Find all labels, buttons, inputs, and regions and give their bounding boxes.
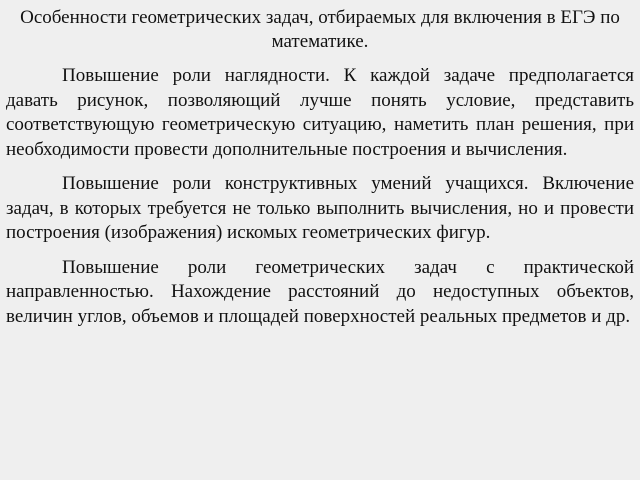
paragraph-constructive-skills: Повышение роли конструктивных умений учащихся. Включение задач, в которых требуется не только выполнить вычисления, но и провести построения (изображения) искомых геометрических фигур.: [6, 173, 634, 243]
paragraph-practical-orientation: Повышение роли геометрических задач с практической направленностью. Нахождение расстояний до недоступных объектов, величин углов, объемов и площадей поверхностей реальных предметов и др.: [6, 256, 634, 327]
paragraph-visual-clarity: Повышение роли наглядности. К каждой задаче предполагается давать рисунок, позволяющий лучше понять условие, представить соответствующую геометрическую ситуацию, наметить план решения, при необходимости провести дополнительные построения и вычисления.: [6, 65, 634, 160]
slide-title: Особенности геометрических задач, отбираемых для включения в ЕГЭ по математике.: [20, 7, 620, 52]
